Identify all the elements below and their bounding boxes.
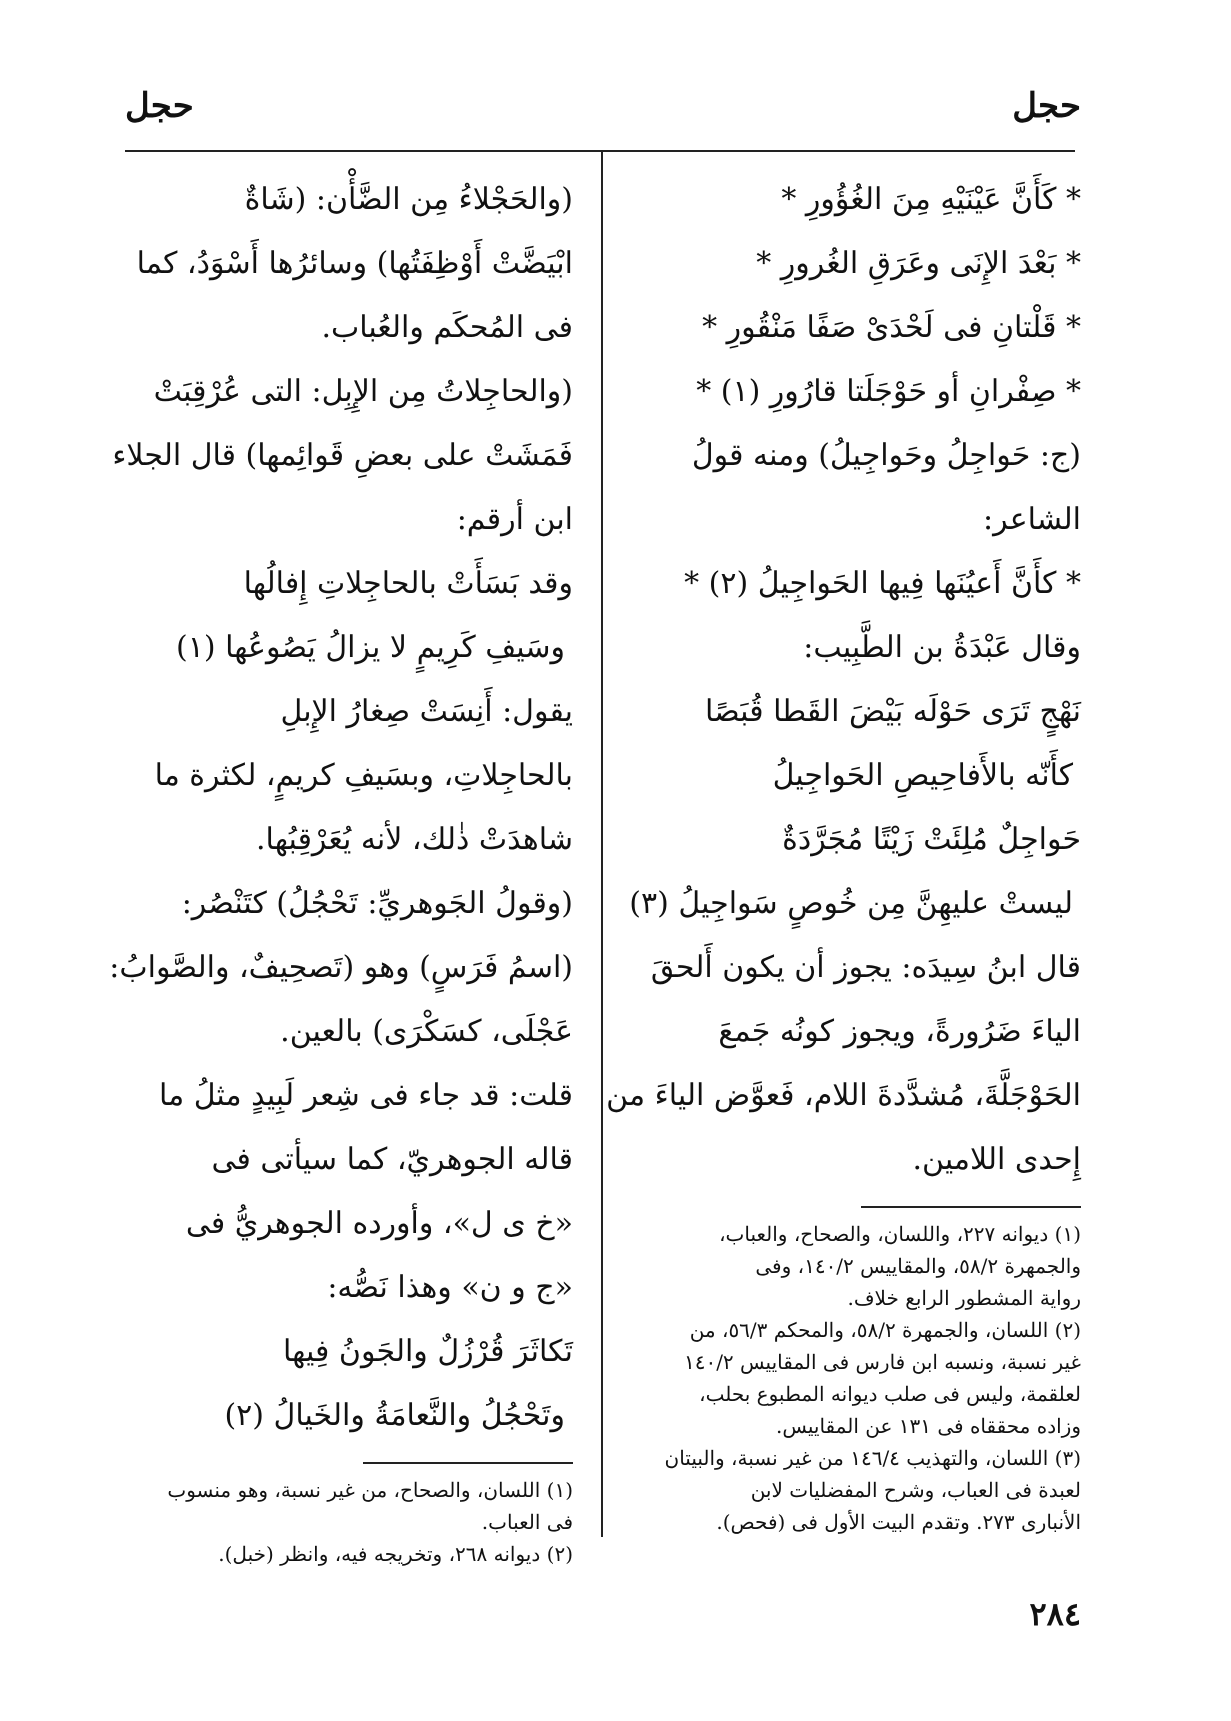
column-divider [601, 152, 603, 1537]
text-line: قال ابنُ سِيدَه: يجوز أن يكون أَلحقَ [650, 950, 1081, 985]
footnote-rule [363, 1462, 573, 1464]
text-line: نَهْجٍ تَرَى حَوْلَه بَيْضَ القَطا قُبَصًا [705, 694, 1081, 729]
header-rule [125, 150, 1075, 152]
text-line: فى المُحكَم والعُباب. [321, 310, 573, 345]
footnote-line: (١) اللسان، والصحاح، من غير نسبة، وهو منسوب [167, 1478, 573, 1502]
text-line: قاله الجوهريّ، كما سيأتى فى [211, 1142, 573, 1177]
text-line: (ج: حَواجِلُ وحَواجِيلُ) ومنه قولُ [691, 438, 1081, 473]
text-line: وقال عَبْدَةُ بن الطَّبِيب: [803, 630, 1081, 665]
text-line: * قَلْتانِ فى لَحْدَىْ صَفًا مَنْقُورِ * [702, 310, 1081, 345]
text-line: الياءَ ضَرُورةً، ويجوز كونُه جَمعَ [718, 1014, 1081, 1049]
footnote-line: وزاده محققاه فى ١٣١ عن المقاييس. [776, 1414, 1081, 1438]
text-line: تَكاثَرَ قُرْزُلٌ والجَونُ فِيها [283, 1334, 573, 1369]
text-line: (والحَجْلاءُ مِن الضَّأْن: (شَاةٌ [244, 182, 573, 217]
running-head-left: حجل [125, 86, 194, 126]
text-line: ليستْ عليهِنَّ مِن خُوصٍ سَواجِيلُ (٣) [629, 886, 1073, 921]
page-number: ٢٨٤ [1029, 1595, 1081, 1633]
text-line: (وقولُ الجَوهريِّ: تَحْجُلُ) كتَنْصُر: [181, 886, 573, 921]
footnote-line: (١) ديوانه ٢٢٧، واللسان، والصحاح، والعباب، [719, 1222, 1081, 1246]
text-line: وتَحْجُلُ والنَّعامَةُ والخَيالُ (٢) [224, 1398, 565, 1433]
footnote-line: (٢) اللسان، والجمهرة ٥٨/٢، والمحكم ٥٦/٣، من [689, 1318, 1081, 1342]
text-line: (اسمُ فَرَسٍ) وهو (تَصحِيفٌ، والصَّوابُ: [109, 950, 573, 985]
text-line: ابْيَضَّتْ أَوْظِفَتُها) وسائرُها أَسْوَدُ، كما [136, 246, 573, 281]
footnote-line: رواية المشطور الرابع خلاف. [847, 1286, 1081, 1310]
text-line: إِحدى اللامين. [912, 1142, 1081, 1177]
text-line: * بَعْدَ الإِنَى وعَرَقِ الغُرورِ * [756, 246, 1081, 281]
text-line: حَواجِلٌ مُلِئَتْ زَيْتًا مُجَرَّدَةٌ [782, 822, 1081, 857]
text-line: وسَيفِ كَرِيمٍ لا يزالُ يَصُوعُها (١) [176, 630, 565, 665]
footnote-rule [861, 1206, 1081, 1208]
text-line: ابن أرقم: [456, 502, 573, 537]
text-line: قلت: قد جاء فى شِعر لَبِيدٍ مثلُ ما [158, 1078, 573, 1113]
text-line: يقول: أَنِسَتْ صِغارُ الإِبلِ [280, 694, 573, 729]
footnote-line: والجمهرة ٥٨/٢، والمقاييس ١٤٠/٢، وفى [755, 1254, 1081, 1278]
text-line: شاهدَتْ ذٰلك، لأنه يُعَرْقِبُها. [256, 822, 573, 857]
footnote-line: (٢) ديوانه ٢٦٨، وتخريجه فيه، وانظر (خبل). [218, 1542, 573, 1566]
text-line: بالحاجِلاتِ، وبسَيفِ كريمٍ، لكثرة ما [154, 758, 573, 793]
text-line: فَمَشَتْ على بعضِ قَوائِمها) قال الجلاء [112, 438, 573, 473]
text-line: كأَنّه بالأَفاحِيصِ الحَواجِيلُ [772, 758, 1073, 793]
text-line: الحَوْجَلَّةَ، مُشدَّدةَ اللام، فَعوَّض الياءَ من [606, 1078, 1081, 1113]
text-line: «ج و ن» وهذا نَصُّه: [327, 1270, 573, 1305]
footnote-line: غير نسبة، ونسبه ابن فارس فى المقاييس ١٤٠/٢ [683, 1350, 1081, 1374]
text-line: وقد بَسَأَتْ بالحاجِلاتِ إِفالُها [243, 566, 573, 601]
text-line: * كأَنَّ أَعيُنَها فِيها الحَواجِيلُ (٢) * [684, 566, 1081, 601]
text-line: * كَأَنَّ عَيْنَيْهِ مِنَ الغُؤُورِ * [781, 182, 1081, 217]
footnote-line: لعبدة فى العباب، وشرح المفضليات لابن [750, 1478, 1081, 1502]
footnote-line: (٣) اللسان، والتهذيب ١٤٦/٤ من غير نسبة، والبيتان [664, 1446, 1081, 1470]
footnote-line: لعلقمة، وليس فى صلب ديوانه المطبوع بحلب، [699, 1382, 1081, 1406]
text-line: «خ ى ل»، وأورده الجوهريُّ فى [185, 1206, 573, 1241]
footnote-line: الأنبارى ٢٧٣. وتقدم البيت الأول فى (فحص). [716, 1510, 1081, 1534]
text-line: * صِفْرانِ أو حَوْجَلَتا قارُورِ (١) * [696, 374, 1081, 409]
footnote-line: فى العباب. [481, 1510, 573, 1534]
text-line: الشاعر: [983, 502, 1081, 537]
running-head-right: حجل [1012, 86, 1081, 126]
text-line: (والحاجِلاتُ مِن الإِبِل: التى عُرْقِبَتْ [153, 374, 573, 409]
right-column [606, 168, 1081, 1538]
left-column [109, 168, 573, 1570]
text-line: عَجْلَى، كسَكْرَى) بالعين. [280, 1014, 573, 1049]
